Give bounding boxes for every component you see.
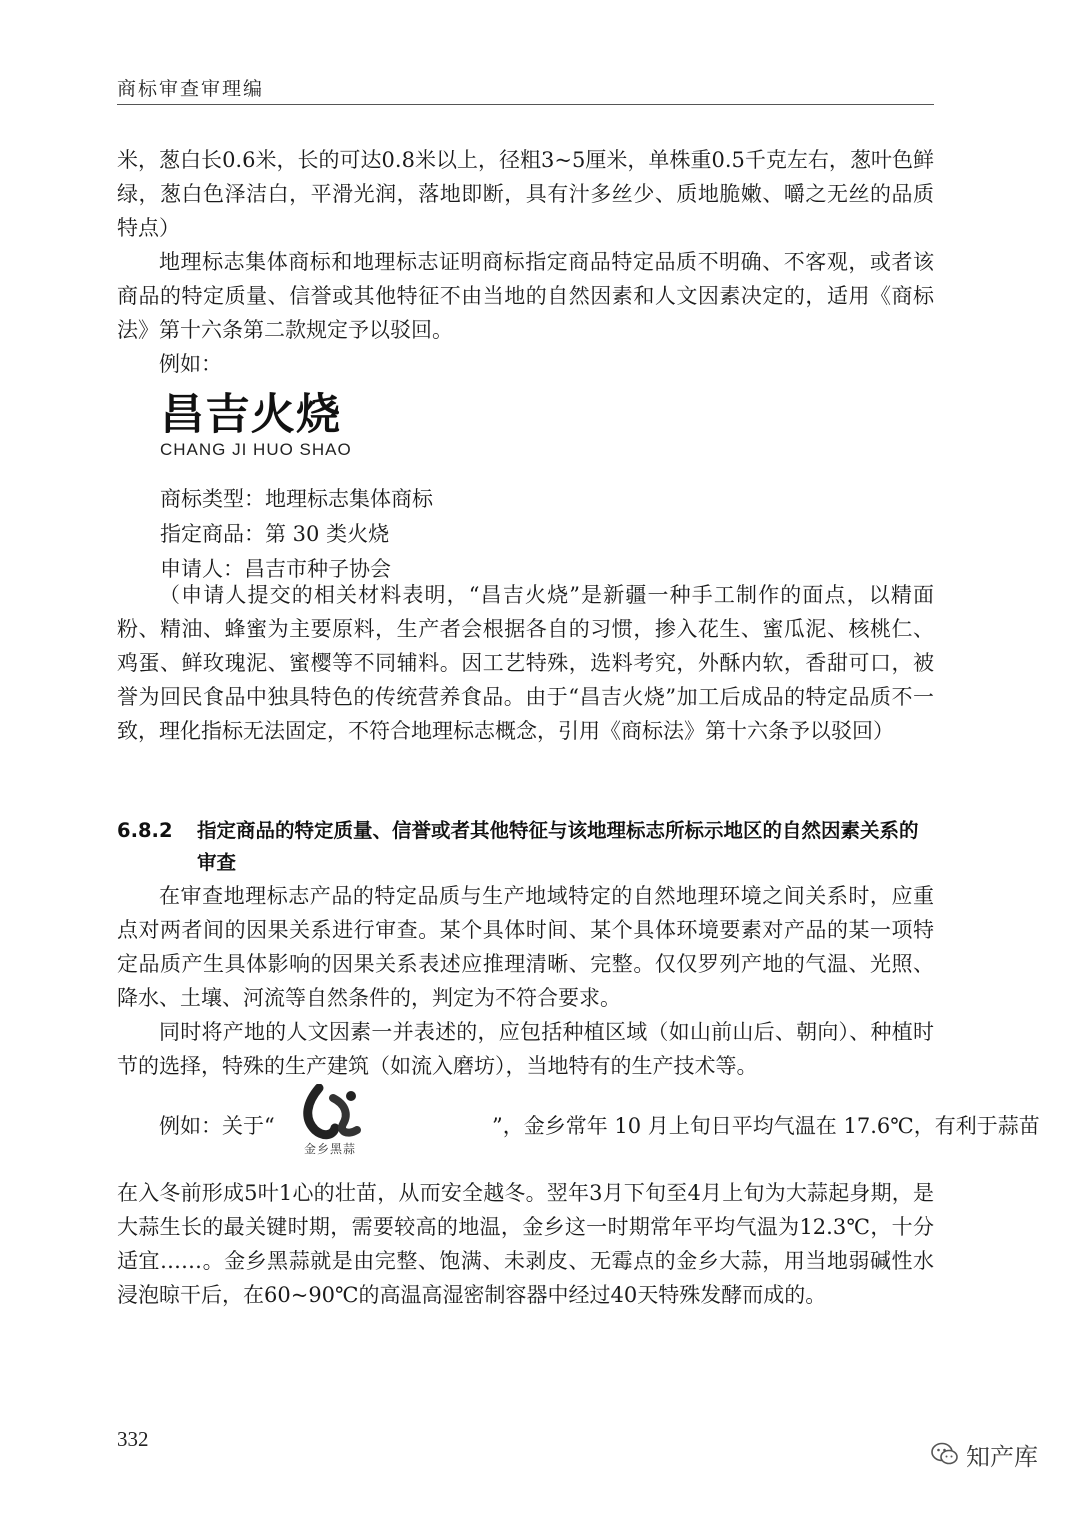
para-top bbox=[117, 143, 934, 245]
para-top-text: 米，葱白长0.6米，长的可达0.8米以上，径粗3~5厘米，单株重0.5千克左右，葱叶色鲜绿，葱白色泽洁白，平滑光润，落地即断，具有汁多丝少、质地脆嫩、嚼之无丝的品质特点） bbox=[117, 148, 934, 240]
section-title: 指定商品的特定质量、信誉或者其他特征与该地理标志所标示地区的自然因素关系的审查 bbox=[197, 819, 919, 874]
trademark-goods: 指定商品：第 30 类火烧 bbox=[160, 522, 390, 546]
trademark-applicant: 申请人：昌吉市种子协会 bbox=[160, 557, 391, 581]
wechat-icon bbox=[930, 1441, 960, 1467]
garlic-logo-icon bbox=[289, 1084, 371, 1142]
trademark-name-en: CHANG JI HUO SHAO bbox=[160, 440, 352, 459]
example-intro bbox=[117, 347, 934, 381]
logo-caption: 金乡黑蒜 bbox=[303, 1142, 356, 1156]
trademark-name-cn: 昌吉火烧 bbox=[160, 390, 342, 440]
example-2-prefix: 例如：关于“ bbox=[159, 1114, 275, 1138]
example-2-line bbox=[117, 1084, 1040, 1166]
para-s3 bbox=[117, 1176, 934, 1312]
section-number: 6.8.2 bbox=[117, 819, 173, 842]
para-rule bbox=[117, 245, 934, 347]
para-s1-text: 在审查地理标志产品的特定品质与生产地域特定的自然地理环境之间关系时，应重点对两者间的因果关系进行审查。某个具体时间、某个具体环境要素对产品的某一项特定品质产生具体影响的因果关系表述应推理清晰、完整。仅仅罗列产地的气温、光照、降水、土壤、河流等自然条件的，判定为不符合要求。 bbox=[117, 884, 934, 1010]
para-case-1-text: （申请人提交的相关材料表明，“昌吉火烧”是新疆一种手工制作的面点，以精面粉、精油、蜂蜜为主要原料，生产者会根据各自的习惯，掺入花生、蜜瓜泥、核桃仁、鸡蛋、鲜玫瑰泥、蜜樱等不同辅料。因工艺特殊，选料考究，外酥内软，香甜可口，被誉为回民食品中独具特色的传统营养食品。由于“昌吉火烧”加工后成品的特定品质不一致，理化指标无法固定，不符合地理标志概念，引用《商标法》第十六条予以驳回） bbox=[117, 583, 934, 743]
example-2-suffix: ”，金乡常年 10 月上旬日平均气温在 17.6℃，有利于蒜苗 bbox=[492, 1114, 1040, 1138]
para-s3-text: 在入冬前形成5叶1心的壮苗，从而安全越冬。翌年3月下旬至4月上旬为大蒜起身期，是大蒜生长的最关键时期，需要较高的地温，金乡这一时期常年平均气温为12.3℃，十分适宜……。金乡黑蒜就是由完整、饱满、未剥皮、无霉点的金乡大蒜，用当地弱碱性水浸泡晾干后，在60~90℃的高温高湿密制容器中经过40天特殊发酵而成的。 bbox=[117, 1181, 934, 1307]
header-rule bbox=[117, 104, 934, 105]
para-s1 bbox=[117, 879, 934, 1015]
para-case-1 bbox=[117, 578, 934, 748]
trademark-image bbox=[160, 392, 352, 460]
running-header: 商标审查审理编 bbox=[117, 78, 265, 100]
watermark-text: 知产库 bbox=[966, 1442, 1038, 1471]
para-rule-text: 地理标志集体商标和地理标志证明商标指定商品特定品质不明确、不客观，或者该商品的特定质量、信誉或其他特征不由当地的自然因素和人文因素决定的，适用《商标法》第十六条第二款规定予以驳回。 bbox=[117, 250, 934, 342]
section-heading bbox=[117, 815, 934, 879]
jinxiang-black-garlic-logo bbox=[289, 1084, 371, 1164]
example-intro-text: 例如： bbox=[159, 352, 222, 376]
trademark-info bbox=[160, 482, 760, 587]
para-s2 bbox=[117, 1015, 934, 1083]
page-number: 332 bbox=[117, 1427, 149, 1451]
watermark bbox=[930, 1432, 1038, 1476]
trademark-type: 商标类型：地理标志集体商标 bbox=[160, 487, 433, 511]
para-s2-text: 同时将产地的人文因素一并表述的，应包括种植区域（如山前山后、朝向）、种植时节的选择，特殊的生产建筑（如流入磨坊），当地特有的生产技术等。 bbox=[117, 1020, 934, 1078]
